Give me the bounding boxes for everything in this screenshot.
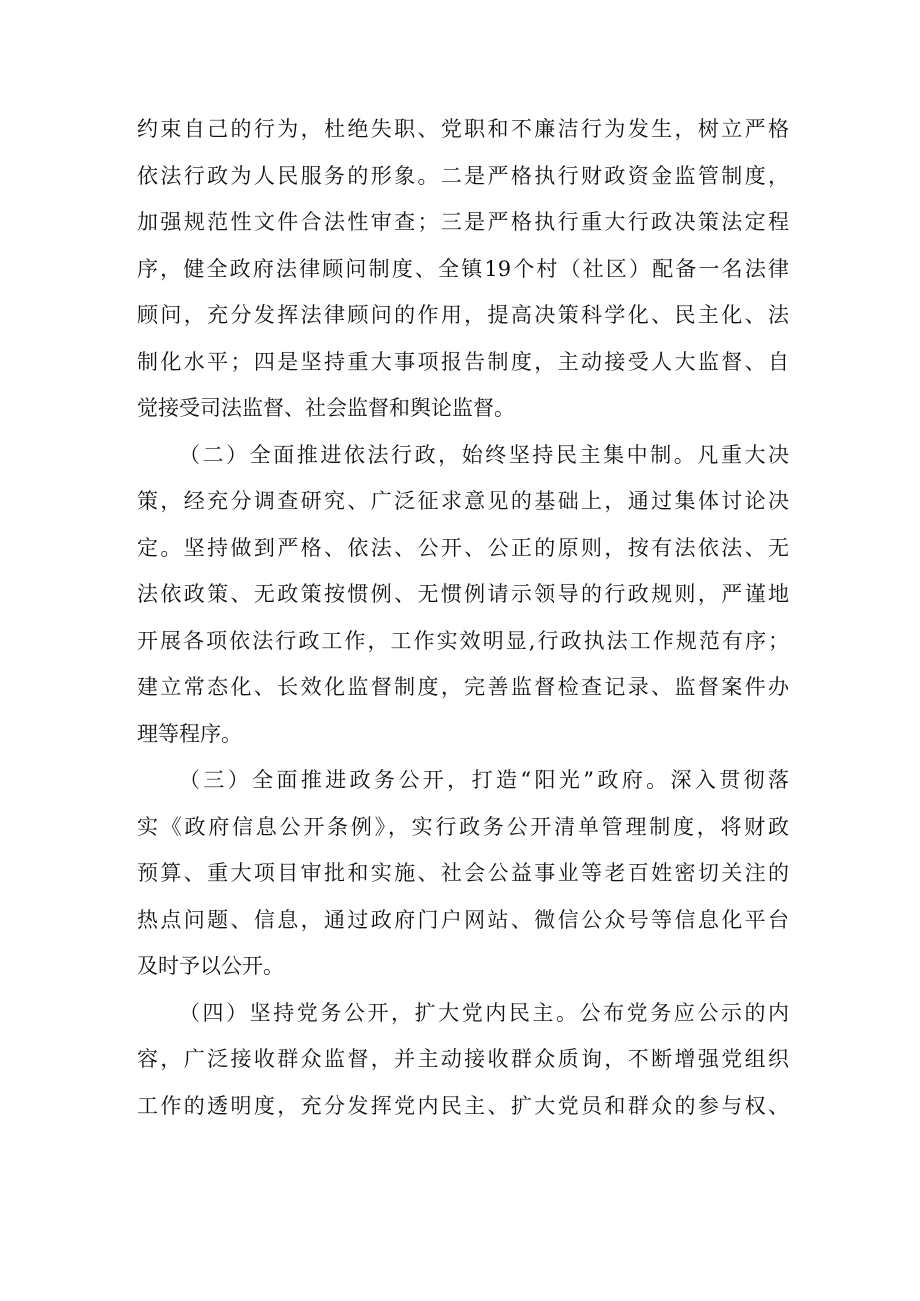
text-line: 觉接受司法监督、社会监督和舆论监督。 — [137, 396, 515, 420]
text-line: 工作的透明度，充分发挥党内民主、扩大党员和群众的参与权、 — [137, 1093, 789, 1118]
document-body — [137, 106, 789, 1129]
text-line: 约束自己的行为，杜绝失职、党职和不廉洁行为发生，树立严格 — [137, 117, 789, 141]
text-line: 法依政策、无政策按惯例、无惯例请示领导的行政规则，严谨地 — [137, 582, 789, 606]
text-line: 加强规范性文件合法性审查；三是严格执行重大行政决策法定程 — [137, 210, 789, 234]
text-line: 策，经充分调查研究、广泛征求意见的基础上，通过集体讨论决 — [137, 489, 789, 513]
paragraph-heading-line: （四）坚持党务公开，扩大党内民主。公布党务应公示的内 — [179, 1000, 789, 1025]
text-line: 依法行政为人民服务的形象。二是严格执行财政资金监管制度， — [137, 163, 789, 188]
text-line: 容，广泛接收群众监督，并主动接收群众质询，不断增强党组织 — [137, 1047, 789, 1071]
text-line: 开展各项依法行政工作，工作实效明显,行政执法工作规范有序； — [137, 628, 789, 653]
paragraph-heading-line: （三）全面推进政务公开，打造“阳光”政府。深入贯彻落 — [179, 768, 789, 792]
text-line: 定。坚持做到严格、依法、公开、公正的原则，按有法依法、无 — [137, 535, 789, 560]
text-line: 理等程序。 — [137, 721, 242, 746]
text-line: 制化水平；四是坚持重大事项报告制度，主动接受人大监督、自 — [137, 349, 789, 374]
paragraph-heading-line: （二）全面推进依法行政，始终坚持民主集中制。凡重大决 — [179, 442, 789, 467]
text-line: 实《政府信息公开条例》，实行政务公开清单管理制度，将财政 — [137, 814, 789, 839]
text-line: 及时予以公开。 — [137, 954, 284, 978]
text-line: 顾问，充分发挥法律顾问的作用，提高决策科学化、民主化、法 — [137, 303, 789, 327]
text-line: 序，健全政府法律顾问制度、全镇19个村（社区）配备一名法律 — [137, 256, 789, 281]
text-line: 预算、重大项目审批和实施、社会公益事业等老百姓密切关注的 — [137, 861, 789, 885]
text-line: 建立常态化、长效化监督制度，完善监督检查记录、监督案件办 — [137, 675, 789, 699]
text-line: 热点问题、信息，通过政府门户网站、微信公众号等信息化平台 — [137, 907, 789, 932]
